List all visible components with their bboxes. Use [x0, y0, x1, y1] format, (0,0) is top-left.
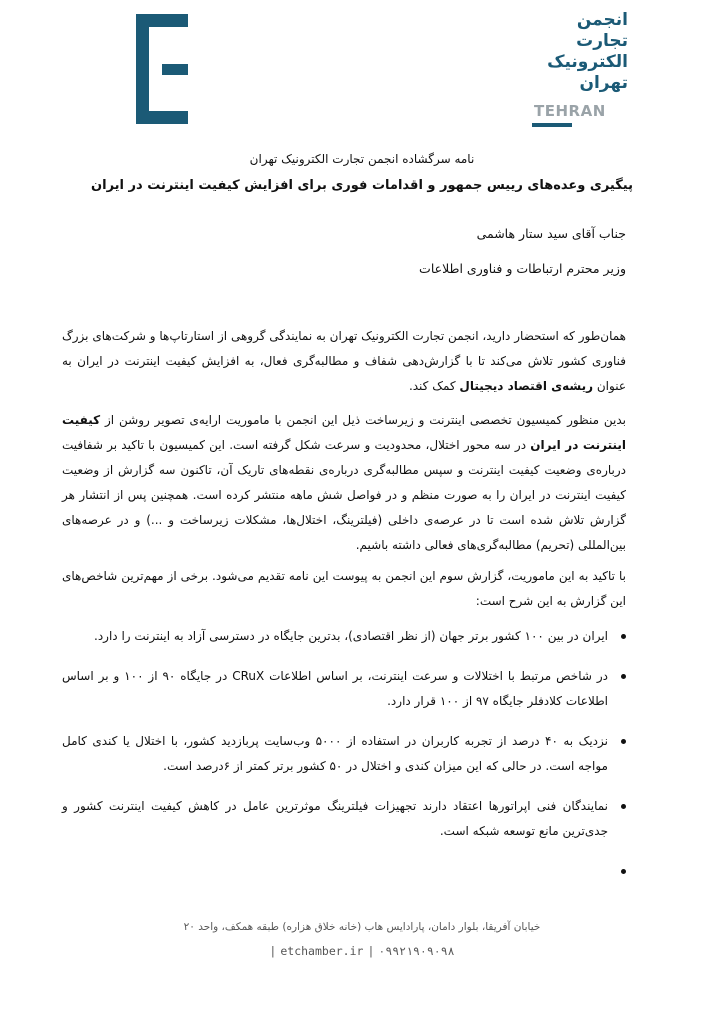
footer-address: خیابان آفریقا، بلوار دامان، پارادایس هاب (خانه خلاق هزاره) طبقه همکف، واحد ۲۰	[183, 921, 541, 933]
org-underline-bar	[532, 123, 572, 127]
bullet-icon	[621, 869, 626, 874]
org-name-line: انجمن	[576, 10, 628, 30]
paragraph-commission	[62, 408, 626, 558]
list-item	[62, 729, 626, 779]
org-name-line: الکترونیک	[547, 52, 628, 72]
org-name-line: تهران	[579, 73, 628, 93]
org-wordmark	[532, 10, 628, 127]
letter-subtitle: نامه سرگشاده انجمن تجارت الکترونیک تهران	[249, 152, 475, 166]
paragraph-emphasis: کیفیت اینترنت در ایران	[62, 413, 627, 452]
list-item-text: ایران در بین ۱۰۰ کشور برتر جهان (از نظر اقتصادی)، بدترین جایگاه در دسترسی آزاد به اینترنت را دارد.	[94, 629, 608, 643]
bullet-icon	[621, 804, 626, 809]
paragraph-intro	[62, 324, 626, 399]
letter-title: پیگیری وعده‌های رییس جمهور و اقدامات فوری برای افزایش کیفیت اینترنت در ایران	[91, 178, 633, 193]
paragraph-text: همان‌طور که استحضار دارید، انجمن تجارت الکترونیک تهران به نمایندگی گروهی از استارتاپ‌ها و شرکت‌های بزرگ فناوری کشور تلاش می‌کند تا با گزارش‌دهی شفاف و مطالبه‌گری فعال، به افزایش کیفیت اینترنت در ایران به عنوان	[62, 329, 626, 393]
list-item-text: نمایندگان فنی اپراتورها اعتقاد دارند تجهیزات فیلترینگ موثرترین عامل در کاهش کیفیت اینترنت کشور و جدی‌ترین مانع توسعه شبکه است.	[62, 799, 608, 838]
paragraph-report: با تاکید به این ماموریت، گزارش سوم این انجمن به پیوست این نامه تقدیم می‌شود. برخی از مهم‌ترین شاخص‌های این گزارش به این شرح است:	[62, 569, 626, 608]
footer-contact	[0, 944, 724, 958]
footer-phone: ۰۹۹۲۱۹۰۹۰۹۸	[378, 944, 455, 958]
list-item	[62, 624, 626, 649]
paragraph-text: بدین منظور کمیسیون تخصصی اینترنت و زیرساخت ذیل این انجمن با ماموریت ارایه‌ی تصویر روشن از	[100, 413, 626, 427]
org-name-line: تجارت	[576, 31, 628, 51]
footer-website[interactable]: etchamber.ir	[280, 944, 364, 958]
e-logo-icon	[136, 14, 188, 124]
list-item	[62, 664, 626, 714]
recipient-name: جناب آقای سید ستار هاشمی	[476, 226, 626, 241]
bullet-icon	[621, 634, 626, 639]
footer-separator: |	[269, 944, 277, 958]
paragraph-emphasis: ریشه‌ی اقتصاد دیجیتال	[459, 379, 594, 393]
list-item-text: در شاخص مرتبط با اختلالات و سرعت اینترنت، بر اساس اطلاعات CRuX در جایگاه ۹۰ از ۱۰۰ و بر اساس اطلاعات کلادفلر جایگاه ۹۷ از ۱۰۰ قرار دارد.	[62, 669, 608, 708]
list-item-text: نزدیک به ۴۰ درصد از تجربه کاربران در استفاده از ۵۰۰۰ وب‌سایت پربازدید کشور، با اختلال یا کندی کامل مواجه است. در حالی که این میزان کندی و اختلال در ۵۰ کشور برتر کمتر از ۶درصد است.	[62, 734, 608, 773]
paragraph-text: در سه محور اختلال، محدودیت و سرعت شکل گرفته است. این کمیسیون با تاکید بر شفافیت درباره‌ی وضعیت کیفیت اینترنت و سپس مطالبه‌گری درباره‌ی نقطه‌های تاریک آن، تاکنون سه گزارش از وضعیت کیفیت اینترنت در ایران را به صورت منظم و در فواصل شش ماهه منتشر کرده است. همچنین پس از انتشار هر گزارش تلاش شده است تا در عرصه‌ی داخلی (فیلترینگ، اختلال‌ها، مشکلات زیرساخت و ...) و در عرصه‌های بین‌المللی (تحریم) مطالبه‌گری‌های فعالی داشته باشیم.	[62, 438, 626, 552]
bullet-icon	[621, 674, 626, 679]
list-item	[62, 859, 626, 884]
indicator-list	[62, 624, 626, 899]
list-item	[62, 794, 626, 844]
bullet-icon	[621, 739, 626, 744]
paragraph-text: کمک کند.	[408, 379, 460, 393]
recipient-role: وزیر محترم ارتباطات و فناوری اطلاعات	[419, 261, 626, 276]
org-name-en: TEHRAN	[534, 102, 606, 120]
footer-separator: |	[367, 944, 375, 958]
